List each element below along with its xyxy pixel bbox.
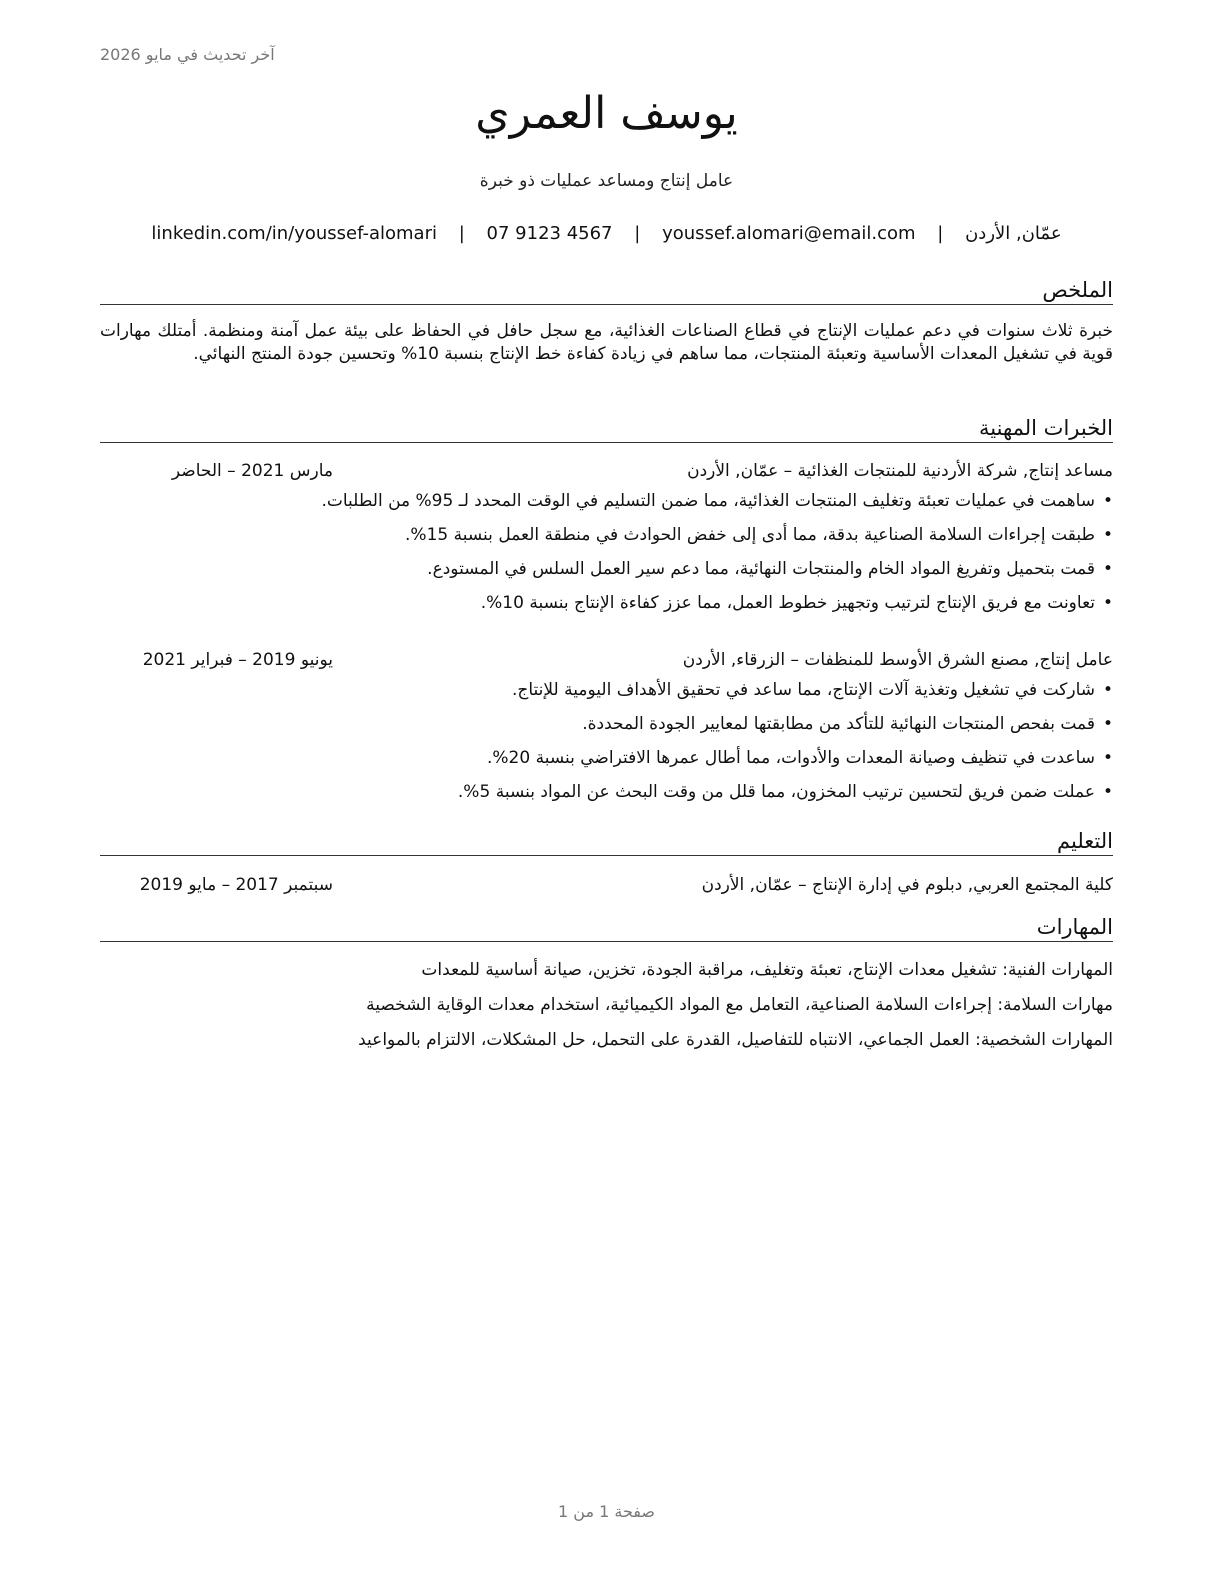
list-item (100, 591, 1113, 625)
list-item (100, 523, 1113, 557)
list-item (100, 780, 1113, 814)
list-item (100, 712, 1113, 746)
skills-line: المهارات الفنية: تشغيل معدات الإنتاج، تعبئة وتغليف، مراقبة الجودة، تخزين، صيانة أساسية للمعدات (421, 960, 1113, 980)
job-heading: مساعد إنتاج, شركة الأردنية للمنتجات الغذائية – عمّان, الأردن (687, 461, 1113, 481)
bullet-icon: • (1102, 714, 1113, 734)
contact-separator: | (634, 223, 641, 244)
job-bullets (100, 489, 1113, 625)
job-dates: مارس 2021 – الحاضر (171, 461, 333, 481)
bullet-text: شاركت في تشغيل وتغذية آلات الإنتاج، مما ساعد في تحقيق الأهداف اليومية للإنتاج. (512, 680, 1095, 700)
job-heading-row (100, 648, 1113, 672)
last-updated-label: آخر تحديث في مايو 2026 (100, 45, 275, 64)
job-heading-row (100, 459, 1113, 483)
bullet-text: طبقت إجراءات السلامة الصناعية بدقة، مما أدى إلى خفض الحوادث في منطقة العمل بنسبة 15%. (405, 525, 1095, 545)
education-row (100, 873, 1113, 897)
section-title-summary: الملخص (100, 277, 1113, 305)
section-title-experience: الخبرات المهنية (100, 415, 1113, 443)
summary-text: خبرة ثلاث سنوات في دعم عمليات الإنتاج في قطاع الصناعات الغذائية، مع سجل حافل في الحفاظ على بيئة عمل آمنة ومنظمة. أمتلك مهارات قوية في تشغيل المعدات الأساسية وتعبئة المنتجات، مما ساهم في زيادة كفاءة خط الإنتاج بنسبة 10% وتحسين جودة المنتج النهائي. (100, 321, 1113, 364)
bullet-icon: • (1102, 525, 1113, 545)
contact-email[interactable]: youssef.alomari@email.com (662, 223, 916, 244)
bullet-text: ساعدت في تنظيف وصيانة المعدات والأدوات، مما أطال عمرها الافتراضي بنسبة 20%. (486, 748, 1095, 768)
bullet-icon: • (1102, 680, 1113, 700)
contact-line (100, 223, 1113, 244)
candidate-title: عامل إنتاج ومساعد عمليات ذو خبرة (479, 171, 734, 191)
section-title-education: التعليم (100, 828, 1113, 856)
bullet-icon: • (1102, 559, 1113, 579)
bullet-text: تعاونت مع فريق الإنتاج لترتيب وتجهيز خطوط العمل، مما عزز كفاءة الإنتاج بنسبة 10%. (480, 593, 1095, 613)
page-number: صفحة 1 من 1 (558, 1502, 655, 1521)
contact-separator: | (937, 223, 944, 244)
bullet-icon: • (1102, 782, 1113, 802)
bullet-text: ساهمت في عمليات تعبئة وتغليف المنتجات الغذائية، مما ضمن التسليم في الوقت المحدد لـ 95% من الطلبات. (321, 491, 1095, 511)
education-heading: كلية المجتمع العربي, دبلوم في إدارة الإنتاج – عمّان, الأردن (701, 875, 1113, 895)
candidate-name: يوسف العمري (475, 88, 738, 139)
bullet-icon: • (1102, 593, 1113, 613)
bullet-text: قمت بتحميل وتفريغ المواد الخام والمنتجات النهائية، مما دعم سير العمل السلس في المستودع. (427, 559, 1095, 579)
job-dates: يونيو 2019 – فبراير 2021 (142, 650, 333, 670)
contact-phone: 07 9123 4567 (486, 223, 613, 244)
bullet-icon: • (1102, 748, 1113, 768)
list-item (100, 678, 1113, 712)
list-item (100, 557, 1113, 591)
contact-separator: | (458, 223, 465, 244)
contact-location: عمّان, الأردن (965, 223, 1062, 244)
skills-line: مهارات السلامة: إجراءات السلامة الصناعية، التعامل مع المواد الكيميائية، استخدام معدات الوقاية الشخصية (366, 995, 1113, 1015)
education-dates: سبتمبر 2017 – مايو 2019 (139, 875, 333, 895)
job-heading: عامل إنتاج, مصنع الشرق الأوسط للمنظفات – الزرقاء, الأردن (682, 650, 1113, 670)
bullet-text: عملت ضمن فريق لتحسين ترتيب المخزون، مما قلل من وقت البحث عن المواد بنسبة 5%. (457, 782, 1095, 802)
resume-page (100, 0, 1113, 1584)
skills-line: المهارات الشخصية: العمل الجماعي، الانتباه للتفاصيل، القدرة على التحمل، حل المشكلات، الالتزام بالمواعيد (358, 1030, 1113, 1050)
list-item (100, 746, 1113, 780)
job-bullets (100, 678, 1113, 814)
list-item (100, 489, 1113, 523)
section-title-skills: المهارات (100, 914, 1113, 942)
bullet-icon: • (1102, 491, 1113, 511)
bullet-text: قمت بفحص المنتجات النهائية للتأكد من مطابقتها لمعايير الجودة المحددة. (582, 714, 1095, 734)
contact-linkedin[interactable]: linkedin.com/in/youssef-alomari (151, 223, 437, 244)
